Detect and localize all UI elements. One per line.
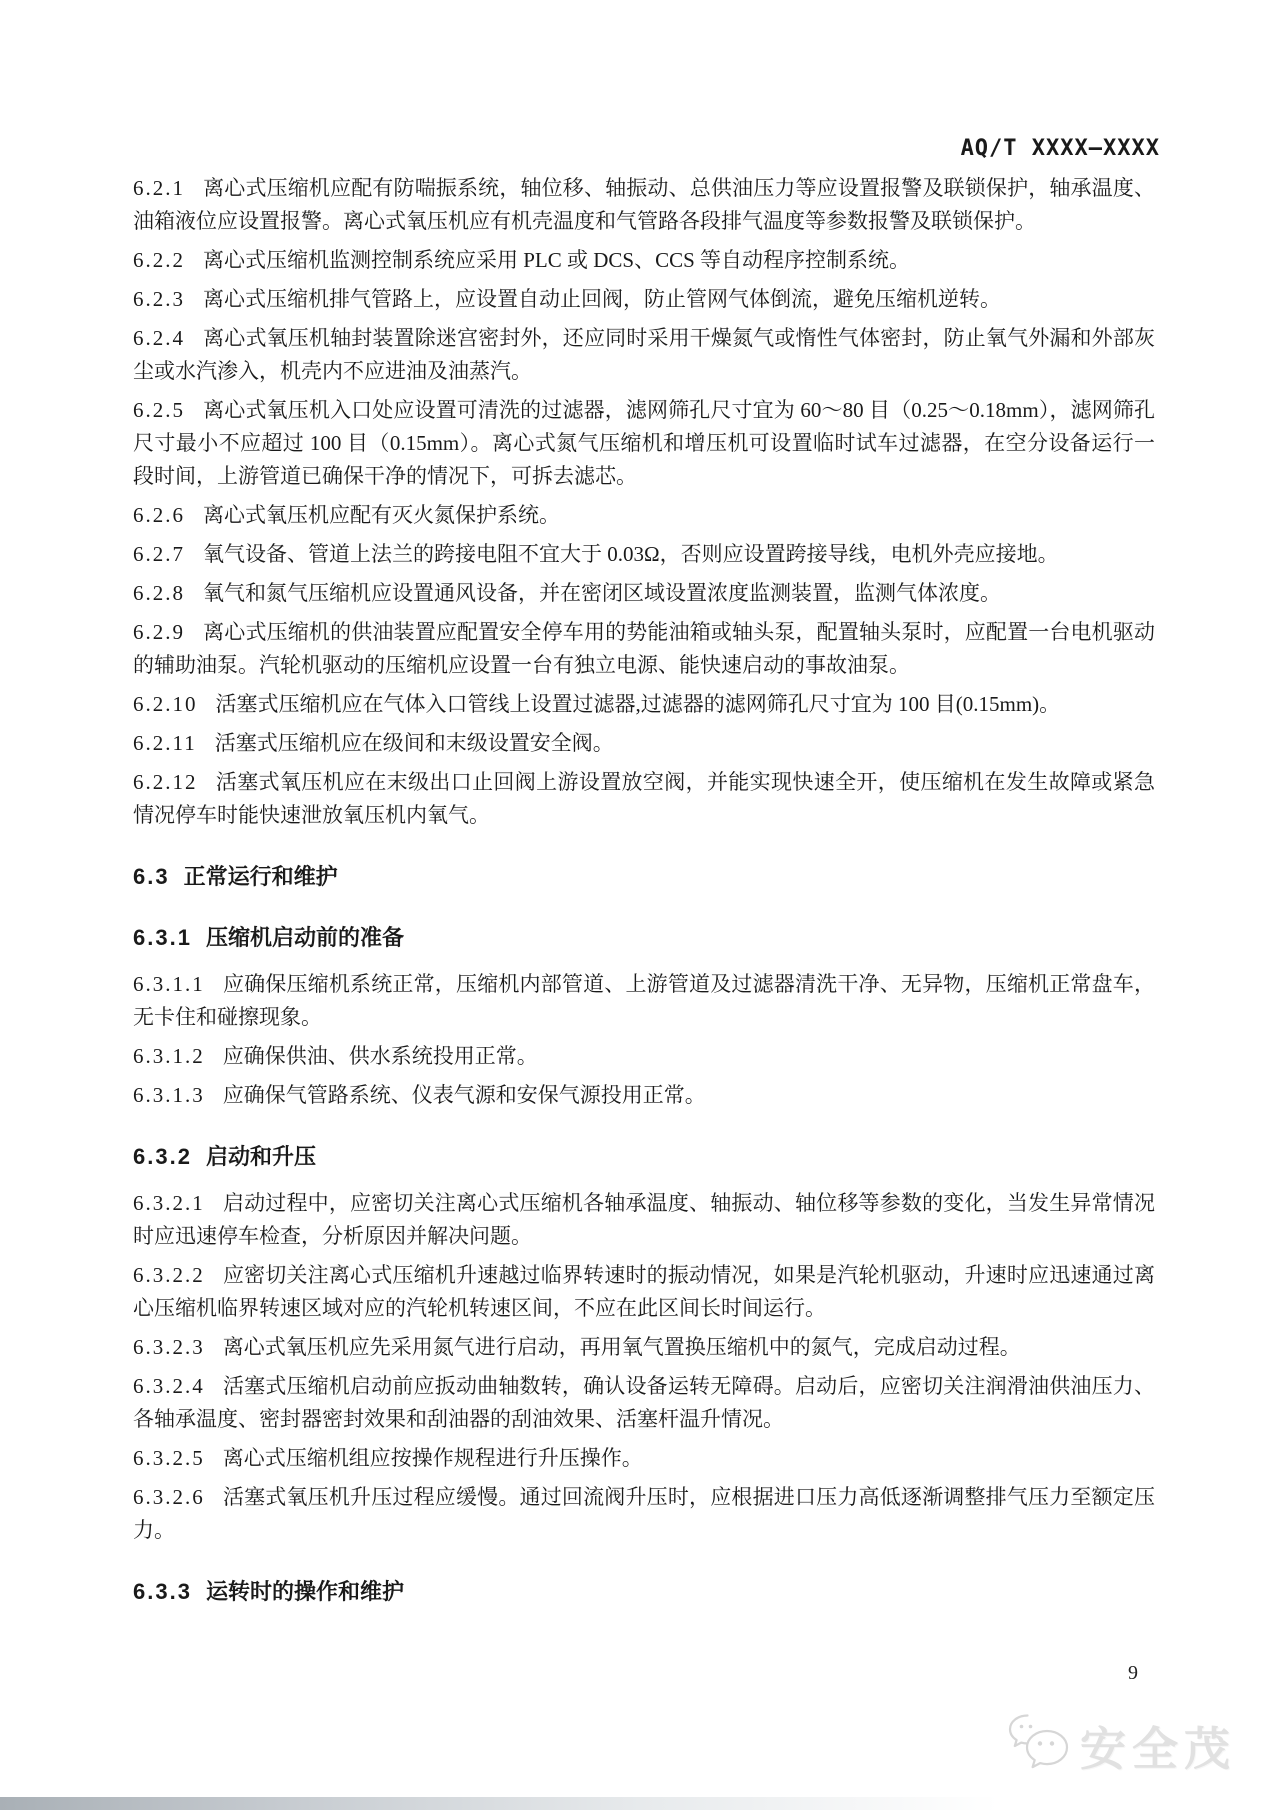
clause-paragraph: [133, 968, 1155, 1034]
clause-text: 活塞式压缩机应在气体入口管线上设置过滤器,过滤器的滤网筛孔尺寸宜为 100 目(0.15mm)。: [215, 692, 1061, 716]
clause-number: 6.2.2: [133, 248, 185, 272]
clause-text: 运转时的操作和维护: [205, 1579, 404, 1604]
clause-paragraph: [133, 1481, 1155, 1547]
clause-text: 离心式氧压机入口处应设置可清洗的过滤器，滤网筛孔尺寸宜为 60～80 目（0.25～0.18mm），滤网筛孔尺寸最小不应超过 100 目（0.15mm）。离心式氮气压缩机和增压机可设置临时试车过滤器，在空分设备运行一段时间，上游管道已确保干净的情况下，可拆去滤芯。: [133, 398, 1155, 488]
clause-text: 应密切关注离心式压缩机升速越过临界转速时的振动情况，如果是汽轮机驱动，升速时应迅速通过离心压缩机临界转速区域对应的汽轮机转速区间，不应在此区间长时间运行。: [133, 1263, 1155, 1320]
clause-paragraph: [133, 766, 1155, 832]
clause-number: 6.3.1.1: [133, 972, 205, 996]
watermark-label: 安全茂: [1080, 1722, 1236, 1775]
clause-number: 6.2.10: [133, 692, 198, 716]
clause-number: 6.2.1: [133, 176, 185, 200]
clause-paragraph: [133, 1040, 1155, 1073]
clause-paragraph: [133, 1370, 1155, 1436]
clause-text: 应确保供油、供水系统投用正常。: [222, 1044, 538, 1068]
clause-paragraph: [133, 577, 1155, 610]
standard-number: AQ/T XXXX—XXXX: [960, 136, 1160, 161]
clause-paragraph: [133, 499, 1155, 532]
clause-number: 6.3.2.4: [133, 1374, 205, 1398]
section-heading: [133, 860, 1155, 893]
clause-text: 压缩机启动前的准备: [205, 925, 404, 950]
clause-text: 氧气设备、管道上法兰的跨接电阻不宜大于 0.03Ω，否则应设置跨接导线，电机外壳应接地。: [203, 542, 1059, 566]
clause-paragraph: [133, 1187, 1155, 1253]
clause-paragraph: [133, 727, 1155, 760]
clause-paragraph: [133, 688, 1155, 721]
watermark: [1006, 1712, 1236, 1779]
clause-text: 活塞式压缩机应在级间和末级设置安全阀。: [214, 731, 614, 755]
clause-number: 6.2.12: [133, 770, 198, 794]
clause-text: 离心式压缩机组应按操作规程进行升压操作。: [222, 1446, 643, 1470]
clause-number: 6.3.2.5: [133, 1446, 205, 1470]
clause-number: 6.2.9: [133, 620, 185, 644]
clause-number: 6.2.4: [133, 326, 185, 350]
clause-paragraph: [133, 616, 1155, 682]
clause-number: 6.2.11: [133, 731, 197, 755]
clause-paragraph: [133, 1442, 1155, 1475]
clause-paragraph: [133, 322, 1155, 388]
clause-text: 离心式氧压机应先采用氮气进行启动，再用氧气置换压缩机中的氮气，完成启动过程。: [222, 1335, 1021, 1359]
clause-number: 6.3: [133, 864, 170, 889]
clause-number: 6.3.3: [133, 1579, 192, 1604]
page-number: 9: [1128, 1662, 1138, 1684]
clause-text: 离心式氧压机应配有灭火氮保护系统。: [203, 503, 560, 527]
clause-paragraph: [133, 172, 1155, 238]
clause-number: 6.2.7: [133, 542, 185, 566]
clause-paragraph: [133, 394, 1155, 493]
clause-number: 6.3.2.6: [133, 1485, 205, 1509]
bottom-gradient-bar: [0, 1797, 1280, 1810]
clause-paragraph: [133, 1259, 1155, 1325]
clause-text: 离心式压缩机排气管路上，应设置自动止回阀，防止管网气体倒流，避免压缩机逆转。: [203, 287, 1001, 311]
clause-paragraph: [133, 1331, 1155, 1364]
clause-number: 6.3.2: [133, 1144, 192, 1169]
document-body: [133, 172, 1155, 1622]
clause-text: 应确保气管路系统、仪表气源和安保气源投用正常。: [222, 1083, 706, 1107]
clause-number: 6.2.5: [133, 398, 185, 422]
clause-text: 离心式压缩机的供油装置应配置安全停车用的势能油箱或轴头泵，配置轴头泵时，应配置一台电机驱动的辅助油泵。汽轮机驱动的压缩机应设置一台有独立电源、能快速启动的事故油泵。: [133, 620, 1155, 677]
clause-number: 6.2.6: [133, 503, 185, 527]
clause-text: 启动和升压: [205, 1144, 316, 1169]
clause-number: 6.3.1: [133, 925, 192, 950]
wechat-chat-bubbles-icon: [1006, 1712, 1072, 1779]
clause-text: 启动过程中，应密切关注离心式压缩机各轴承温度、轴振动、轴位移等参数的变化，当发生异常情况时应迅速停车检查，分析原因并解决问题。: [133, 1191, 1155, 1248]
clause-text: 活塞式氧压机升压过程应缓慢。通过回流阀升压时，应根据进口压力高低逐渐调整排气压力至额定压力。: [133, 1485, 1155, 1542]
clause-text: 离心式压缩机监测控制系统应采用 PLC 或 DCS、CCS 等自动程序控制系统。: [203, 248, 911, 272]
clause-number: 6.2.8: [133, 581, 185, 605]
clause-number: 6.3.2.1: [133, 1191, 205, 1215]
clause-number: 6.2.3: [133, 287, 185, 311]
clause-number: 6.3.1.3: [133, 1083, 205, 1107]
clause-text: 离心式氧压机轴封装置除迷宫密封外，还应同时采用干燥氮气或惰性气体密封，防止氧气外漏和外部灰尘或水汽渗入，机壳内不应进油及油蒸汽。: [133, 326, 1155, 383]
clause-paragraph: [133, 538, 1155, 571]
section-heading: [133, 921, 1155, 954]
clause-text: 活塞式压缩机启动前应扳动曲轴数转，确认设备运转无障碍。启动后，应密切关注润滑油供油压力、各轴承温度、密封器密封效果和刮油器的刮油效果、活塞杆温升情况。: [133, 1374, 1155, 1431]
clause-number: 6.3.1.2: [133, 1044, 205, 1068]
clause-text: 正常运行和维护: [183, 864, 338, 889]
section-heading: [133, 1575, 1155, 1608]
clause-text: 活塞式氧压机应在末级出口止回阀上游设置放空阀，并能实现快速全开，使压缩机在发生故障或紧急情况停车时能快速泄放氧压机内氧气。: [133, 770, 1155, 827]
clause-number: 6.3.2.3: [133, 1335, 205, 1359]
clause-text: 氧气和氮气压缩机应设置通风设备，并在密闭区域设置浓度监测装置，监测气体浓度。: [203, 581, 1001, 605]
clause-text: 离心式压缩机应配有防喘振系统，轴位移、轴振动、总供油压力等应设置报警及联锁保护，轴承温度、油箱液位应设置报警。离心式氧压机应有机壳温度和气管路各段排气温度等参数报警及联锁保护。: [133, 176, 1155, 233]
clause-paragraph: [133, 283, 1155, 316]
clause-paragraph: [133, 1079, 1155, 1112]
section-heading: [133, 1140, 1155, 1173]
clause-number: 6.3.2.2: [133, 1263, 205, 1287]
clause-text: 应确保压缩机系统正常，压缩机内部管道、上游管道及过滤器清洗干净、无异物，压缩机正常盘车，无卡住和碰擦现象。: [133, 972, 1155, 1029]
clause-paragraph: [133, 244, 1155, 277]
